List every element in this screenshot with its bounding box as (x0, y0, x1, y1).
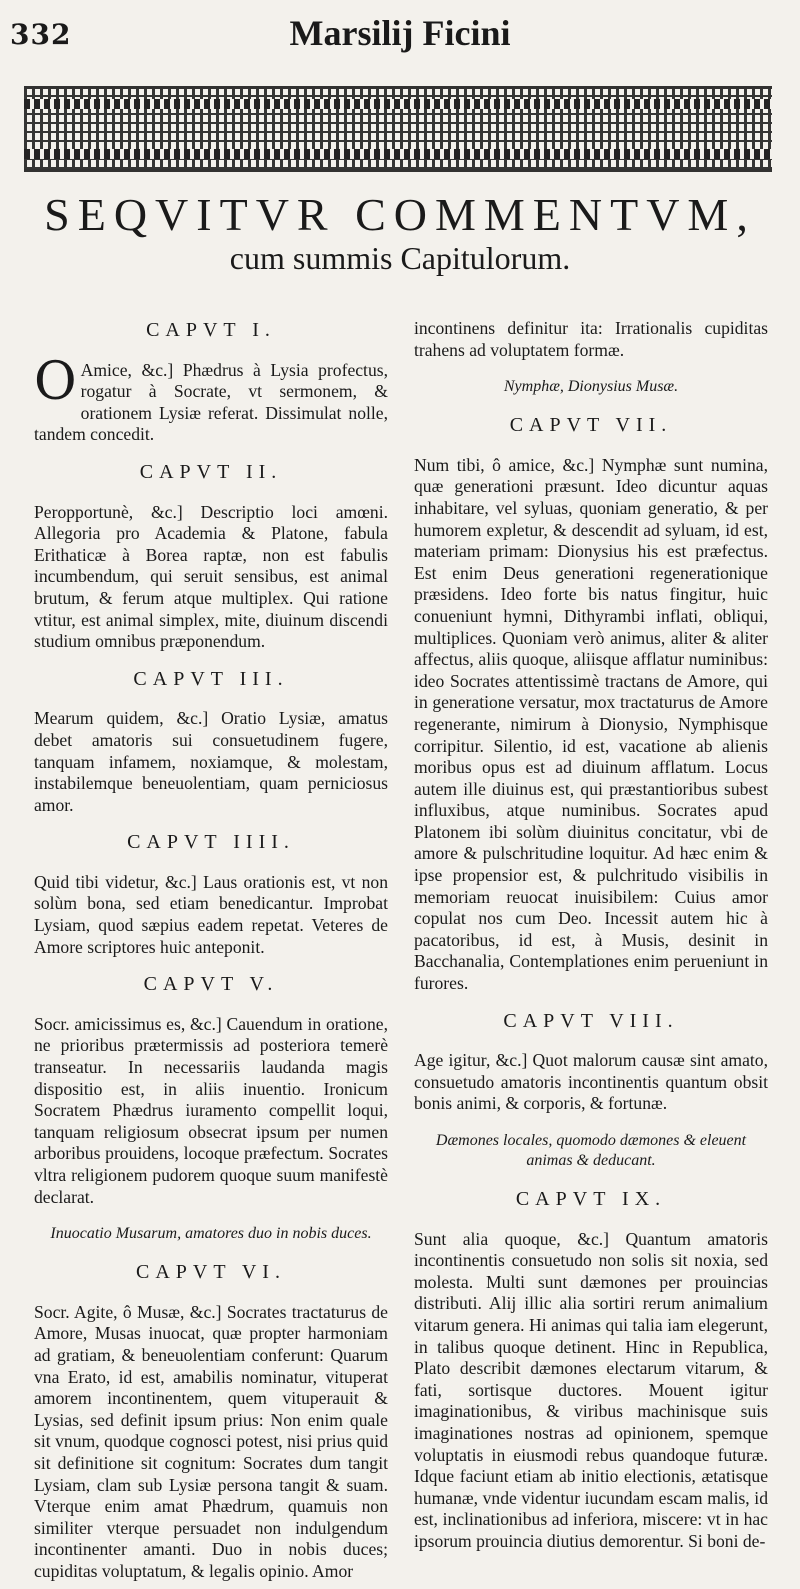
chapter-heading: CAPVT I. (146, 319, 276, 341)
chapter-6-paragraph: Socr. Agite, ô Musæ, &c.] Socrates tractaturus de Amore, Musas inuocat, quæ propter harmoniam ad gratiam, & beneuolentiam conferunt: Quarum vna Erato, id est, amabilis nominatur, vituperat amorem incontinentem, quem vituperauit & Lysias, sed definit ipsum prius: Non enim quale sit vnum, quodque cognosci potest, nisi prius quid sit definitione sit cognitum: Socrates dum tangit Lysiam, clam sub Lysiæ persona tangit & suam. Vterque enim amat Phædrum, quamuis non similiter vterque persuadet non indulgendum incontinenter amanti. Duo in nobis duces; cupiditas voluptatum, & legalis opinio. Amor (34, 1301, 388, 1581)
chapter-9-paragraph: Sunt alia quoque, &c.] Quantum amatoris incontinentis consuetudo non solis sit noxia, sed molesta. Multi sunt dæmones per prouincias distributi. Alij illic alia sortiri rerum animalium vitarum genera. Hi animas qui talia iam elegerunt, in talibus quoque detinent. Hinc in Republica, Plato describit dæmones electarum vitarum, & fati, sortisque ductores. Mouent igitur imaginationibus, & viribus machinisque suis imaginationes nostras ad opinionem, spemque voluptatis in eiusmodi rebus quandoque futuræ. Idque faciunt etiam ab initio electionis, ætatisque humanæ, vnde videntur iucundam escam malis, id est, inclinationibus ad inferiora, miscere: vt in hac ipsorum prouincia diutius demorentur. Si boni de- (414, 1228, 768, 1551)
chapter-5-paragraph: Socr. amicissimus es, &c.] Cauendum in oratione, ne prioribus prætermissis ad posteriora temerè transeatur. In necessariis laudanda magis dispositio est, in aliis inuentio. Ironicum Socratem Phædrus iuramento compellit loqui, tanquam religiosum obsecrat ipsum per numen arboribus prouidens, locoque præfectum. Socrates vltra religionem pudorem quoque suum manifestè declarat. (34, 1013, 388, 1207)
chapter-4-paragraph: Quid tibi videtur, &c.] Laus orationis est, vt non solùm bona, sed etiam benedicantur. Improbat Lysiam, quod sæpius eadem repetat. Veteres de Amore scriptores huic anteponit. (34, 871, 388, 957)
continued-paragraph: incontinens definitur ita: Irrationalis cupiditas trahens ad voluptatem formæ. (414, 318, 768, 360)
chapter-1-text: Amice, &c.] Phædrus à Lysia profectus, rogatur à Socrate, vt sermonem, & orationem Lysiæ referat. Dissimulat nolle, tandem concedit. (34, 359, 388, 445)
chapter-heading: CAPVT IIII. (127, 831, 295, 854)
chapter-heading: CAPVT VII. (509, 414, 673, 437)
drop-cap-letter: O (34, 351, 77, 412)
chapter-1-paragraph (34, 351, 388, 446)
left-text-column (34, 312, 388, 1581)
chapter-heading: CAPVT III. (133, 667, 289, 690)
section-title: SEQVITVR COMMENTVM, (44, 189, 756, 240)
ornament-bottom-border (24, 149, 772, 159)
chapter-3-paragraph: Mearum quidem, &c.] Oratio Lysiæ, amatus debet amatoris sui consuetudinem fugere, tanquam infamem, noxiamque, & molestam, instabilemque beneuolentiam, quam perniciosus amor. (34, 708, 388, 815)
chapter-heading: CAPVT II. (139, 460, 283, 483)
right-text-column (414, 318, 768, 1578)
marginal-caption: Inuocatio Musarum, amatores duo in nobis duces. (50, 1225, 372, 1243)
page-number: 332 (10, 18, 72, 51)
chapter-heading: CAPVT VI. (136, 1261, 286, 1284)
section-subtitle: cum summis Capitulorum. (229, 240, 571, 276)
marginal-caption: Dæmones locales, quomodo dæmones & eleuent animas & deducant. (435, 1132, 747, 1169)
running-head: Marsilij Ficini (289, 13, 511, 53)
chapter-2-paragraph: Peropportunè, &c.] Descriptio loci amœni. Allegoria pro Academia & Platone, fabula Erithaticæ à Borea raptæ, non est fabulis incumbendum, qui seruit sensibus, est animal brutum, & ferum atque multiplex. Qui ratione vtitur, est animal simplex, mite, diuinum discendi studium omnibus præponendum. (34, 501, 388, 652)
chapter-heading: CAPVT V. (143, 973, 279, 996)
chapter-heading: CAPVT IX. (515, 1188, 667, 1210)
marginal-caption: Nymphæ, Dionysius Musæ. (503, 378, 679, 396)
chapter-7-paragraph: Num tibi, ô amice, &c.] Nymphæ sunt numina, quæ generationi præsunt. Ideo dicuntur aquas inhabitare, vel syluas, quoniam generatio, & per humorem expletur, & descendit ad syluam, id est, materiam primam: Dionysius his est præfectus. Est enim Deus generationi regenerationique præsidens. Ideo forte bis natus fingitur, huic conueniunt hymni, Dithyrambi inflati, obliqui, multiplices. Quoniam verò animus, aliter & aliter affectus, aliis quoque, aliisque afflatur numinibus: ideo Socrates attentissimè tractans de Amore, qui in generatione versatur, mox tractaturus de Amore regenerante, nimirum à Dionysio, Nymphisque corripitur. Silentio, id est, vacatione ab alienis moribus opus est ad diuinum afflatum. Locus autem ille diuinus est, qui præstantioribus subest influxibus, atque numinibus. Socrates apud Platonem ibi solùm diuinitus concitatur, vbi de amore & pulschritudine loquitur. Ad hæc enim & ipse propensior est, & pulchritudo visibilis in memoriam reuocat inuisibilem: Cuius amor copulat nos cum Deo. Incessit autem hic à pacatoribus, id est, à Musis, desinit in Bacchanalia, Contemplationes enim perueniunt in furores. (414, 454, 768, 994)
decorative-ornament-band (24, 86, 772, 172)
chapter-heading: CAPVT VIII. (503, 1009, 679, 1032)
ornament-top-border (24, 99, 772, 109)
chapter-8-paragraph: Age igitur, &c.] Quot malorum causæ sint amato, consuetudo amatoris incontinentis quantum obsit bonis animi, & corporis, & fortunæ. (414, 1050, 768, 1114)
